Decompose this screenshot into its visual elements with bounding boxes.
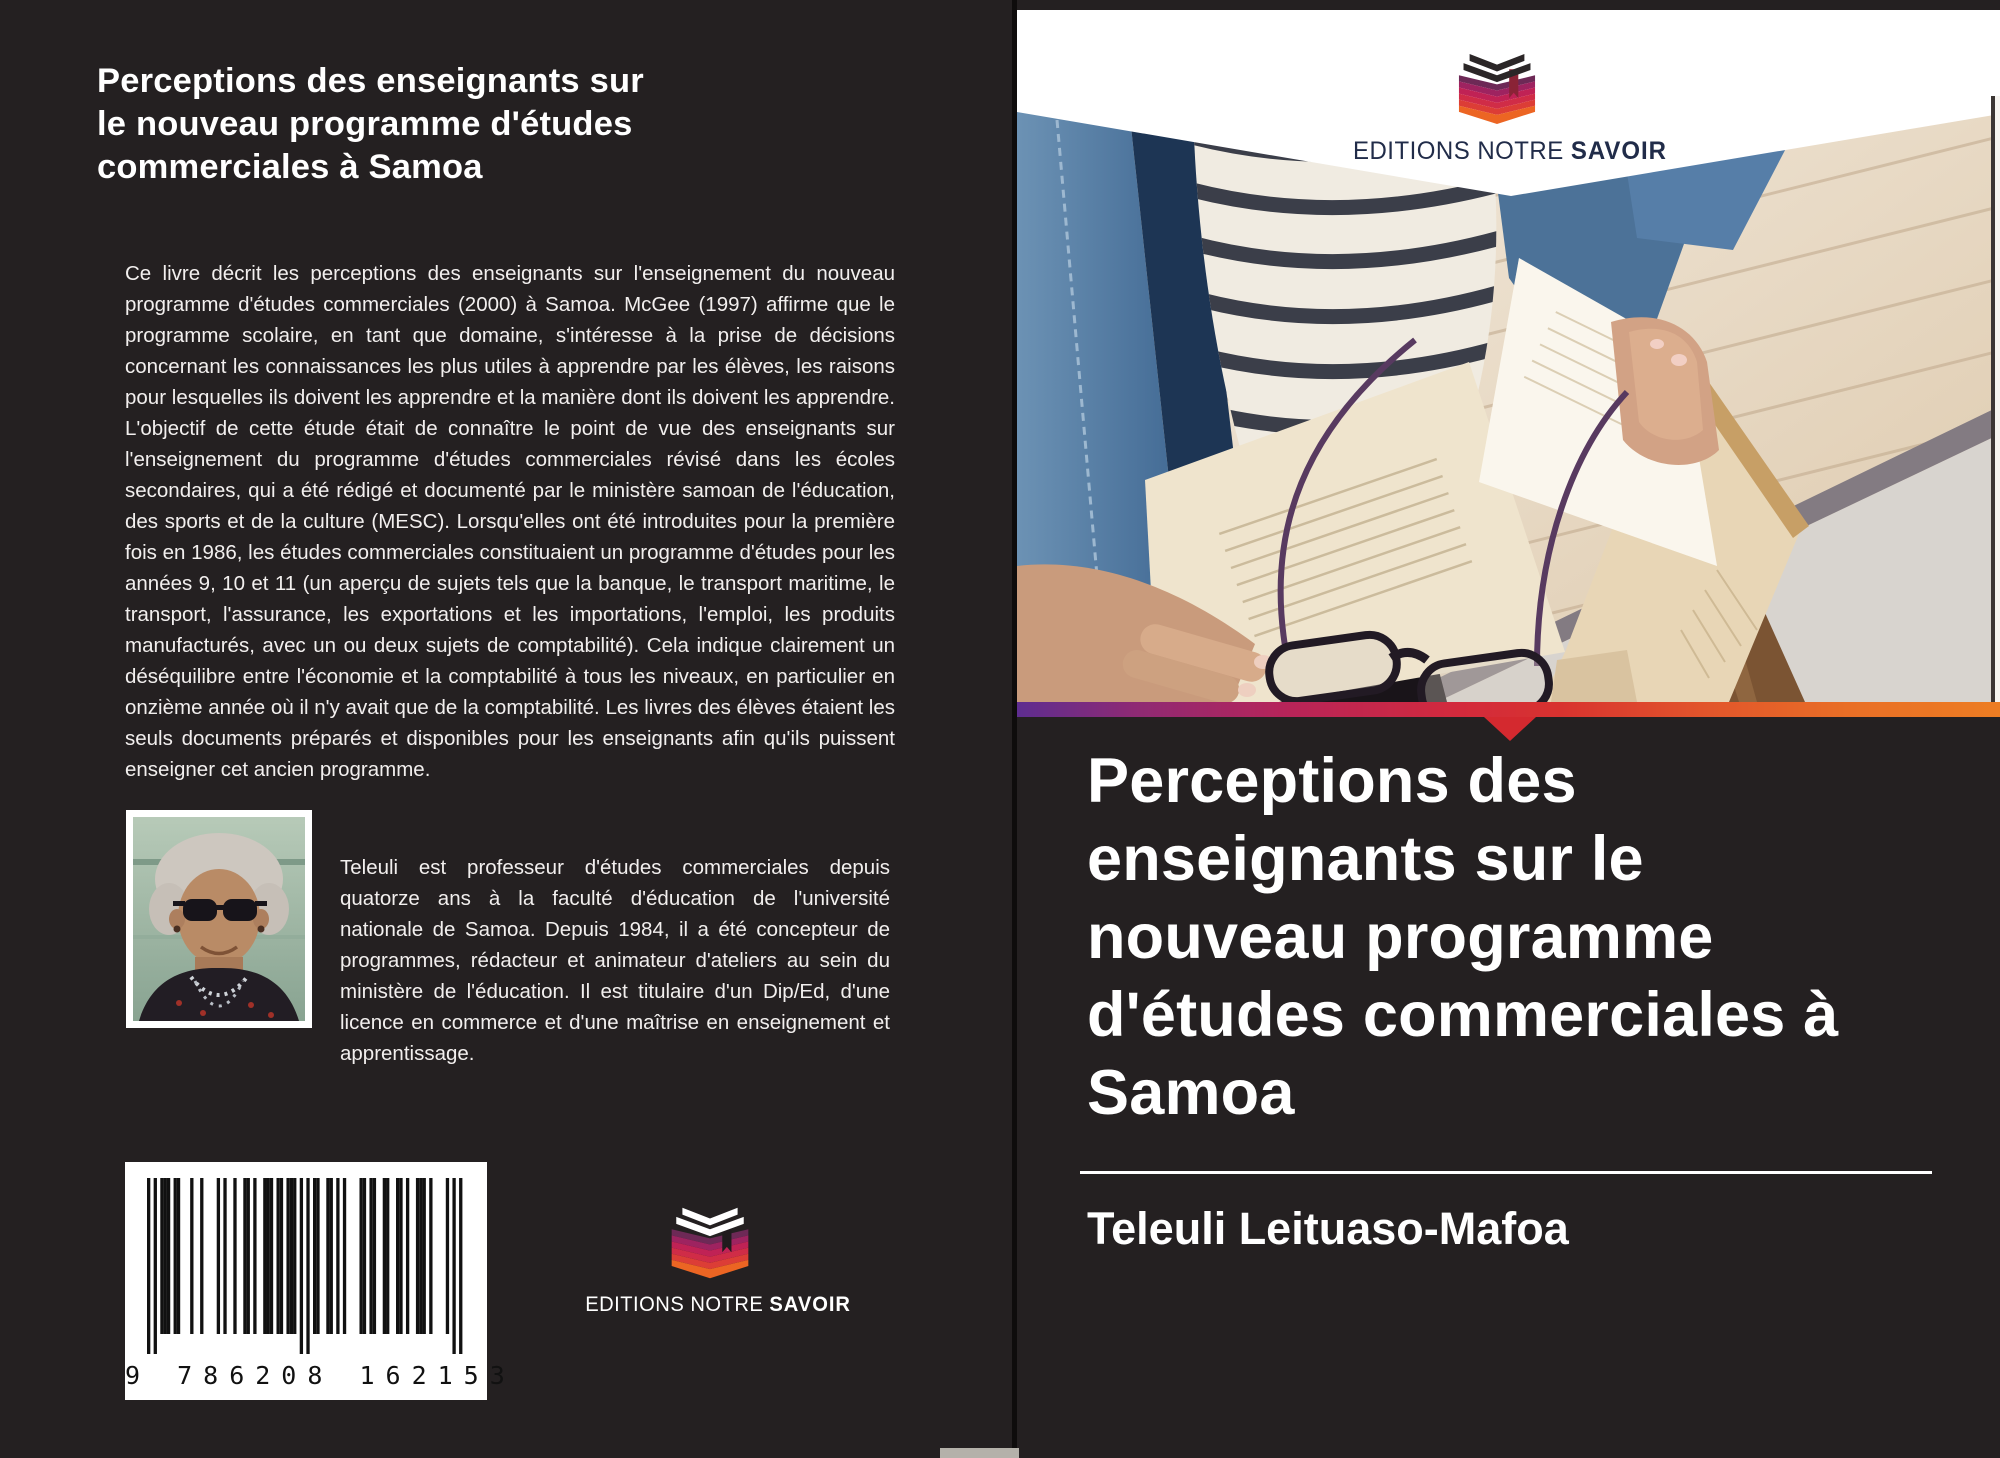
back-title-line: le nouveau programme d'études — [97, 105, 633, 143]
publisher-name-regular: EDITIONS NOTRE — [1353, 137, 1564, 165]
spine-bottom-sliver — [940, 1448, 1019, 1458]
publisher-name-regular: EDITIONS NOTRE — [585, 1293, 764, 1316]
publisher-logo-front — [1347, 54, 1667, 166]
front-cover — [1017, 0, 2000, 1458]
front-title-line: enseignants sur le — [1087, 824, 1644, 894]
accent-notch-triangle — [1484, 717, 1536, 741]
back-title-line: commerciales à Samoa — [97, 148, 483, 186]
back-title — [97, 60, 644, 189]
publisher-book-icon — [1451, 54, 1543, 124]
author-photo — [126, 810, 312, 1028]
front-title — [1087, 742, 1838, 1132]
author-name: Teleuli Leituaso-Mafoa — [1087, 1203, 1569, 1254]
publisher-name — [1353, 137, 1667, 166]
publisher-name-bold: SAVOIR — [1570, 137, 1667, 165]
barcode — [125, 1162, 516, 1400]
front-title-line: Perceptions des — [1087, 746, 1577, 816]
publisher-logo-back — [580, 1206, 851, 1317]
front-title-line: Samoa — [1087, 1058, 1295, 1128]
author-bio: Teleuli est professeur d'études commerciales depuis quatorze ans à la faculté d'éducation de l'université nationale de Samoa. Depuis 1984, il a été concepteur de programmes, rédacteur et animateur d'ateliers au sein du ministère de l'éducation. Il est titulaire d'un Dip/Ed, d'une licence en commerce et d'une maîtrise en enseignement et apprentissage. — [340, 855, 890, 1065]
front-title-line: d'études commerciales à — [1087, 980, 1839, 1050]
front-title-line: nouveau programme — [1087, 902, 1714, 972]
title-divider — [1080, 1171, 1932, 1174]
back-description: Ce livre décrit les perceptions des enseignants sur l'enseignement du nouveau programme d'études commerciales (2000) à Samoa. McGee (1997) affirme que le programme scolaire, en tant que domaine, s'intéresse à la prise de décisions concernant les connaissances les plus utiles à apprendre par les élèves, les raisons pour lesquelles ils doivent les apprendre et la manière dont ils doivent les apprendre. L'objectif de cette étude était de connaître le point de vue des enseignants sur l'enseignement du programme d'études commerciales révisé dans les écoles secondaires, qui a été rédigé et documenté par le ministère samoan de l'éducation, des sports et de la culture (MESC). Lorsqu'elles ont été introduites pour la première fois en 1986, les études commerciales constituaient un programme d'études pour les années 9, 10 et 11 (un aperçu de sujets tels que la banque, le transport maritime, le transport, l'assurance, les exportations et les importations, l'emploi, les produits manufacturés, avec un ou deux sujets de comptabilité). Cela indique clairement un déséquilibre entre l'économie et la comptabilité à tous les niveaux, en particulier en onzième année où il n'y avait que de la comptabilité. Les livres des élèves étaient les seuls documents préparés et disponibles pour les enseignants afin qu'ils puissent enseigner cet ancien programme. — [125, 261, 895, 781]
cover-photo — [1017, 10, 2000, 702]
accent-gradient-bar — [1017, 702, 2000, 717]
back-title-line: Perceptions des enseignants sur — [97, 62, 644, 100]
publisher-name — [585, 1293, 851, 1317]
author-photo-illustration — [133, 817, 305, 1021]
publisher-book-icon — [664, 1206, 756, 1280]
publisher-name-bold: SAVOIR — [769, 1293, 851, 1316]
barcode-digits: 9 786208 162153 — [125, 1361, 516, 1390]
